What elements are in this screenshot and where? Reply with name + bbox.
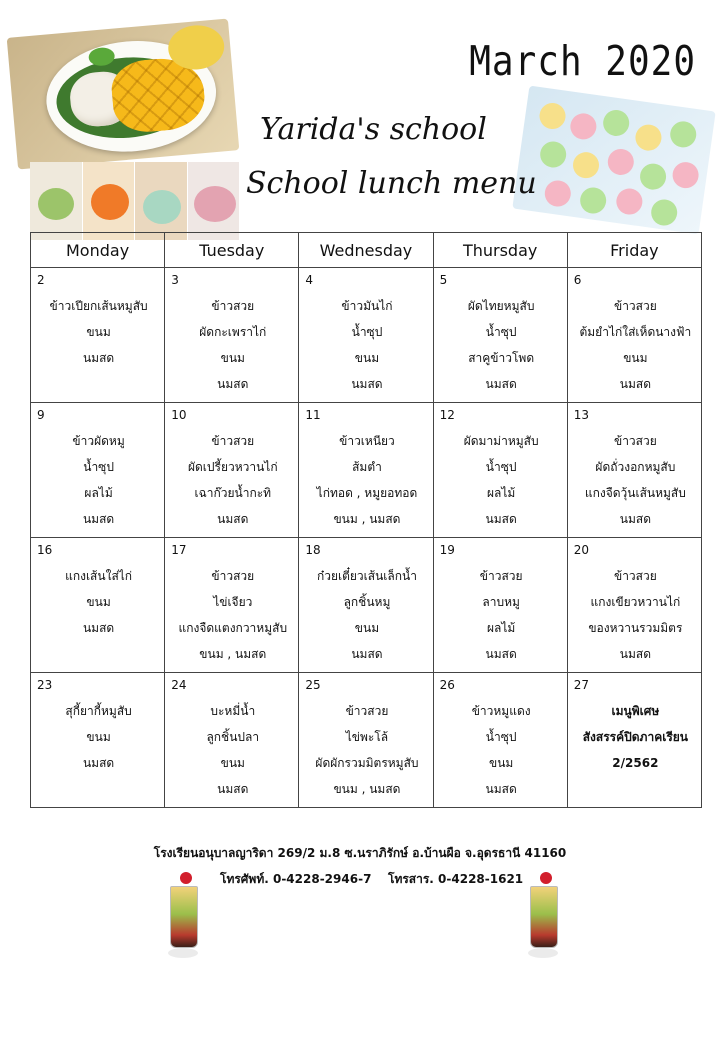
menu-item: ลูกชิ้นหมู [343,595,391,609]
day-number: 17 [171,543,187,557]
menu-item: ผัดผักรวมมิตรหมูสับ [315,756,419,770]
menu-item: น้ำซุป [485,730,517,744]
menu-item: ผลไม้ [84,486,113,500]
menu-items [440,428,563,532]
day-cell [165,268,299,403]
menu-item: ขนม [623,351,648,365]
day-number: 11 [305,408,321,422]
menu-items [305,698,428,802]
menu-item: ข้าวสวย [211,299,255,313]
day-number: 9 [37,408,45,422]
header-monday: Monday [31,233,165,268]
menu-item: ข้าวสวย [211,434,255,448]
menu-item: ขนม [220,351,245,365]
menu-item: สาคูข้าวโพด [468,351,535,365]
menu-item: นมสด [351,647,383,661]
menu-item: นมสด [217,512,249,526]
menu-item: ขนม [354,621,380,635]
menu-items [37,293,160,371]
menu-items [171,563,294,667]
menu-item: นมสด [619,377,651,391]
menu-item: แกงจืดแตงกวาหมูสับ [178,621,288,635]
day-number: 24 [171,678,187,692]
menu-item: นมสด [217,377,249,391]
menu-item: นมสด [619,647,651,661]
menu-item: ขนม , นมสด [199,647,267,661]
day-cell [165,673,299,808]
day-number: 2 [37,273,45,287]
menu-item: ขนม , นมสด [333,782,401,796]
month-title: March 2020 [469,38,696,86]
footer-fax: โทรสาร. 0-4228-1621 [388,872,524,886]
lunch-calendar [30,232,702,808]
menu-item: ผัดไทยหมูสับ [467,299,535,313]
menu-items [574,428,697,532]
day-number: 27 [573,678,590,692]
menu-items [440,698,563,802]
menu-item: น้ำซุป [485,325,517,339]
week-row [31,268,702,403]
day-cell [433,538,567,673]
day-cell [567,403,701,538]
menu-item: ข้าวสวย [613,569,657,583]
day-number: 16 [37,543,53,557]
menu-item: แกงเขียวหวานไก่ [590,595,681,609]
menu-item: ข้าวเปียกเส้นหมูสับ [49,299,148,313]
day-cell [299,673,433,808]
menu-item: ส้มตำ [352,460,382,474]
menu-item: เมนูพิเศษ [611,704,660,718]
day-cell [31,538,165,673]
menu-item: 2/2562 [612,756,659,770]
menu-items [305,563,428,667]
day-cell [299,403,433,538]
menu-item: ไข่พะโล้ [345,730,389,744]
menu-item: นมสด [485,512,517,526]
menu-items [171,698,294,802]
day-cell [31,403,165,538]
menu-item: นมสด [82,621,115,635]
drink-icon-left [166,872,200,960]
menu-item: นมสด [82,512,115,526]
menu-item: ขนม [86,325,111,339]
menu-item: นมสด [485,647,517,661]
menu-item: ขนม , นมสด [333,512,401,526]
menu-items [171,293,294,397]
menu-item: ไก่ทอด , หมูยอทอด [316,486,418,500]
day-cell [567,268,701,403]
menu-item: แกงเส้นใส่ไก่ [65,569,133,583]
day-cell [165,538,299,673]
day-number: 23 [37,678,53,692]
menu-items [171,428,294,532]
day-cell [433,403,567,538]
day-number: 26 [439,678,455,692]
menu-item: ข้าวมันไก่ [341,299,393,313]
menu-item: ผลไม้ [486,621,516,635]
day-number: 19 [439,543,455,557]
week-row [31,403,702,538]
menu-item: ข้าวหมูแดง [471,704,531,718]
day-number: 5 [439,273,448,287]
menu-items [37,428,160,532]
weekday-header-row [31,233,702,268]
day-cell [31,268,165,403]
header-friday: Friday [567,233,701,268]
day-number: 18 [305,543,321,557]
day-number: 10 [171,408,187,422]
menu-item: ข้าวสวย [613,434,657,448]
week-row [31,673,702,808]
menu-item: ข้าวสวย [345,704,389,718]
menu-title: School lunch menu [246,166,537,201]
menu-item: ลูกชิ้นปลา [206,730,260,744]
menu-item: ผัดกะเพราไก่ [199,325,267,339]
day-cell [31,673,165,808]
menu-item: ขนม [220,756,245,770]
menu-item: ข้าวสวย [613,299,657,313]
thai-dessert-photo [512,86,715,235]
header-wednesday: Wednesday [299,233,433,268]
ice-cream-photo-strip [30,162,240,240]
menu-item: บะหมี่น้ำ [210,704,256,718]
menu-item: ผัดมาม่าหมูสับ [463,434,539,448]
menu-item: ต้มยำไก่ใส่เห็ดนางฟ้า [579,325,692,339]
menu-item: ลาบหมู [482,595,520,609]
menu-items [574,698,697,776]
school-name: Yarida's school [260,112,487,147]
menu-item: แกงจืดวุ้นเส้นหมูสับ [584,486,686,500]
day-number: 3 [171,273,179,287]
menu-item: นมสด [351,377,383,391]
menu-items [574,293,697,397]
header-tuesday: Tuesday [165,233,299,268]
menu-item: นมสด [485,782,517,796]
day-cell [299,538,433,673]
menu-item: นมสด [485,377,517,391]
menu-item: นมสด [217,782,249,796]
day-number: 25 [305,678,321,692]
menu-item: ขนม [86,595,111,609]
footer-address: โรงเรียนอนุบาลญาริดา 269/2 ม.8 ซ.นราภิรักษ์ อ.บ้านผือ จ.อุดรธานี 41160 [153,846,567,860]
menu-item: สังสรรค์ปิดภาคเรียน [582,730,689,744]
day-cell [165,403,299,538]
menu-item: ผลไม้ [486,486,516,500]
menu-item: น้ำซุป [485,460,517,474]
menu-items [305,293,428,397]
drink-icon-right [526,872,560,960]
menu-item: ก๋วยเตี๋ยวเส้นเล็กน้ำ [316,569,417,583]
menu-item: ขนม [86,730,111,744]
menu-item: ผัดถั่วงอกหมูสับ [595,460,676,474]
day-number: 12 [439,408,455,422]
menu-items [440,293,563,397]
menu-item: สุกี้ยากี้หมูสับ [65,704,132,718]
menu-item: ขนม [488,756,514,770]
day-cell [567,673,701,808]
menu-item: เฉาก๊วยน้ำกะทิ [194,486,272,500]
menu-item: ข้าวเหนียว [339,434,395,448]
menu-item: ขนม [354,351,380,365]
day-number: 13 [573,408,590,422]
day-cell [433,673,567,808]
footer-phone: โทรศัพท์. 0-4228-2946-7 [220,872,372,886]
menu-items [574,563,697,667]
menu-item: ข้าวสวย [211,569,255,583]
menu-items [37,563,160,641]
day-cell [299,268,433,403]
menu-items [305,428,428,532]
menu-item: ของหวานรวมมิตร [588,621,683,635]
header-thursday: Thursday [433,233,567,268]
menu-item: ข้าวสวย [479,569,523,583]
menu-item: นมสด [82,351,115,365]
menu-item: ไข่เจียว [213,595,253,609]
day-cell [433,268,567,403]
menu-item: นมสด [82,756,115,770]
day-cell [567,538,701,673]
week-row [31,538,702,673]
menu-items [440,563,563,667]
menu-item: ผัดเปรี้ยวหวานไก่ [187,460,278,474]
mango-sticky-rice-photo [7,19,240,170]
menu-item: น้ำซุป [351,325,383,339]
day-number: 4 [305,273,314,287]
menu-item: นมสด [619,512,651,526]
day-number: 20 [573,543,590,557]
day-number: 6 [573,273,582,287]
menu-item: ข้าวผัดหมู [72,434,125,448]
menu-item: น้ำซุป [83,460,114,474]
menu-items [37,698,160,776]
